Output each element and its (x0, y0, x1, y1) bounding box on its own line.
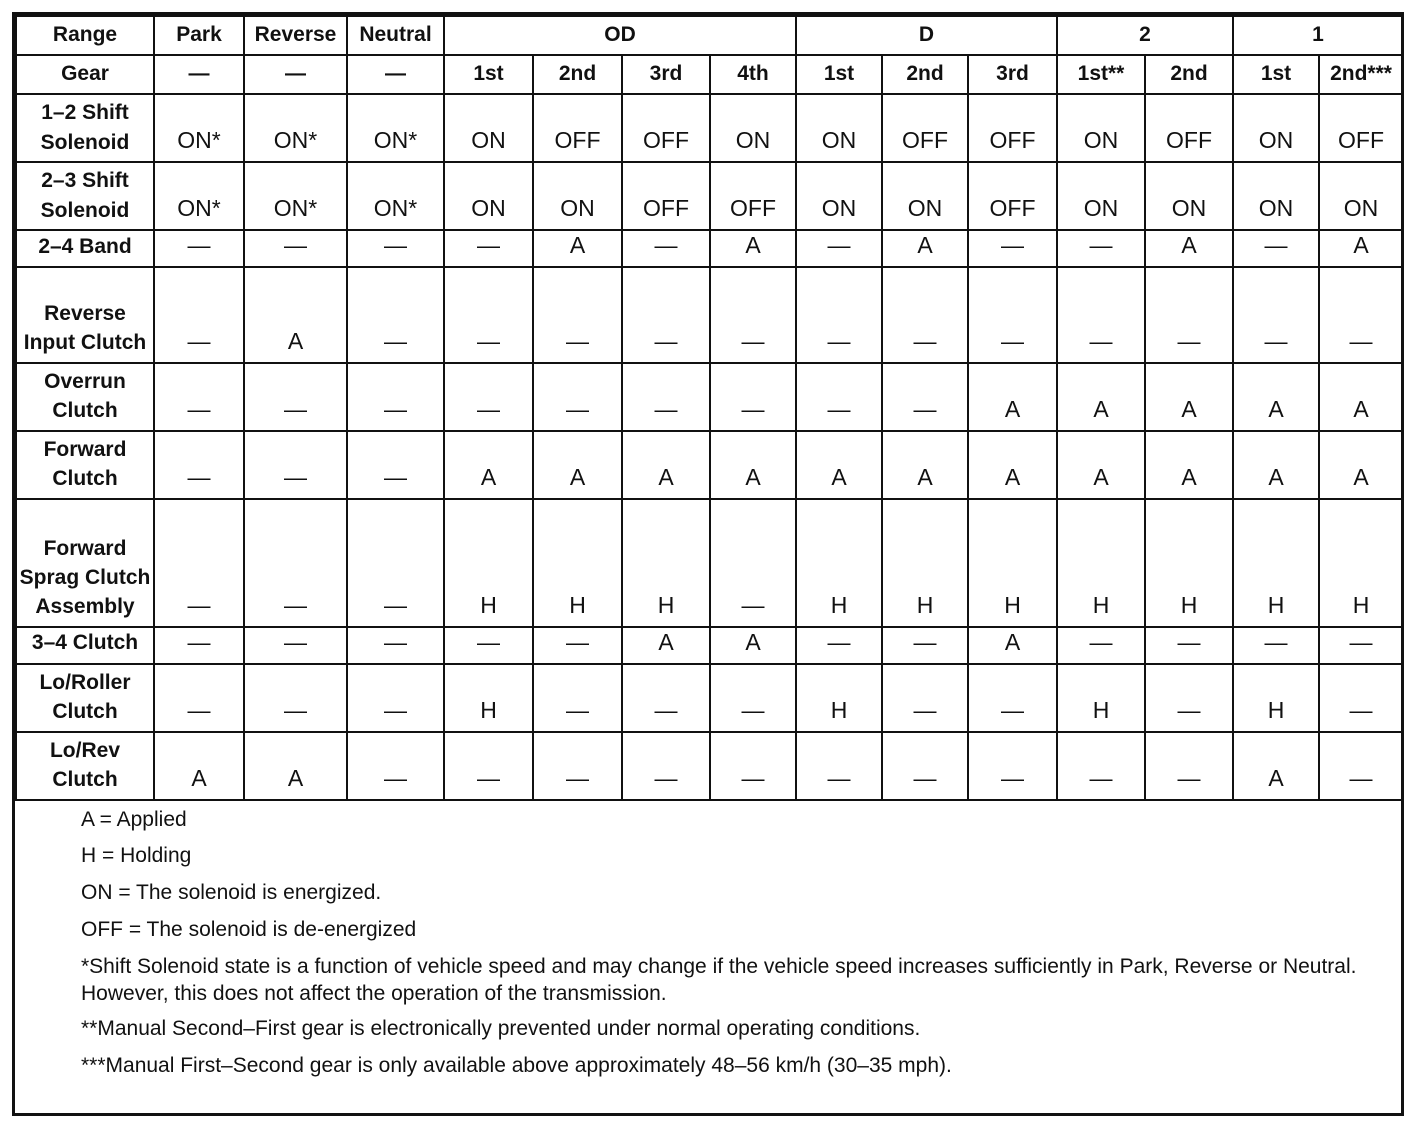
state-cell: — (244, 499, 347, 627)
component-label: 2–4 Band (16, 230, 154, 267)
state-cell: — (882, 267, 968, 363)
state-cell: — (533, 732, 622, 800)
state-cell: A (1057, 431, 1145, 499)
state-cell: ON (1057, 94, 1145, 162)
state-cell: — (622, 363, 710, 431)
state-cell: — (1319, 732, 1403, 800)
state-cell: A (1233, 732, 1319, 800)
state-cell: — (347, 267, 444, 363)
state-cell: — (796, 732, 882, 800)
state-cell: H (1233, 499, 1319, 627)
state-cell: — (1145, 627, 1233, 664)
state-cell: — (1057, 627, 1145, 664)
component-label: Lo/Rev Clutch (16, 732, 154, 800)
state-cell: — (1145, 732, 1233, 800)
range-header-cell: Park (154, 16, 244, 55)
state-cell: A (622, 627, 710, 664)
state-cell: — (710, 664, 796, 732)
state-cell: H (968, 499, 1057, 627)
component-row (16, 664, 1403, 732)
state-cell: ON* (154, 162, 244, 230)
state-cell: A (1145, 230, 1233, 267)
state-cell: — (796, 230, 882, 267)
state-cell: — (533, 363, 622, 431)
state-cell: ON* (244, 94, 347, 162)
state-cell: — (244, 230, 347, 267)
state-cell: — (882, 664, 968, 732)
state-cell: — (882, 363, 968, 431)
state-cell: H (1145, 499, 1233, 627)
state-cell: ON* (244, 162, 347, 230)
state-cell: — (710, 732, 796, 800)
component-label: 3–4 Clutch (16, 627, 154, 664)
component-label: Forward Clutch (16, 431, 154, 499)
state-cell: ON (796, 162, 882, 230)
state-cell: A (968, 431, 1057, 499)
state-cell: — (347, 431, 444, 499)
state-cell: — (968, 230, 1057, 267)
state-cell: OFF (882, 94, 968, 162)
state-cell: — (710, 363, 796, 431)
gear-header-cell: — (347, 55, 444, 94)
state-cell: ON* (347, 94, 444, 162)
state-cell: ON (1233, 94, 1319, 162)
table-body (16, 94, 1403, 800)
state-cell: A (1233, 431, 1319, 499)
component-row (16, 267, 1403, 363)
range-header-cell: 1 (1233, 16, 1403, 55)
state-cell: A (1319, 363, 1403, 431)
state-cell: — (244, 664, 347, 732)
state-cell: A (796, 431, 882, 499)
component-row (16, 499, 1403, 627)
state-cell: — (1233, 267, 1319, 363)
state-cell: — (1057, 230, 1145, 267)
component-label: Overrun Clutch (16, 363, 154, 431)
state-cell: — (622, 230, 710, 267)
state-cell: — (347, 664, 444, 732)
state-cell: — (347, 363, 444, 431)
gear-header-cell: 4th (710, 55, 796, 94)
state-cell: — (533, 664, 622, 732)
state-cell: OFF (1319, 94, 1403, 162)
state-cell: — (968, 732, 1057, 800)
state-cell: — (244, 431, 347, 499)
state-cell: H (1057, 499, 1145, 627)
state-cell: H (1057, 664, 1145, 732)
state-cell: — (622, 267, 710, 363)
component-label: Lo/Roller Clutch (16, 664, 154, 732)
state-cell: A (1057, 363, 1145, 431)
state-cell: — (1145, 267, 1233, 363)
legend-holding: H = Holding (81, 844, 192, 868)
state-cell: — (154, 499, 244, 627)
state-cell: ON (1233, 162, 1319, 230)
range-header-cell: Neutral (347, 16, 444, 55)
state-cell: — (1145, 664, 1233, 732)
state-cell: — (882, 732, 968, 800)
state-cell: ON (710, 94, 796, 162)
state-cell: H (1233, 664, 1319, 732)
state-cell: — (444, 267, 533, 363)
state-cell: — (347, 230, 444, 267)
component-row (16, 363, 1403, 431)
range-header-cell: OD (444, 16, 796, 55)
gear-header-cell: 3rd (968, 55, 1057, 94)
legend-off: OFF = The solenoid is de-energized (81, 918, 417, 942)
clutch-application-chart (12, 12, 1404, 1116)
state-cell: — (154, 627, 244, 664)
state-cell: — (444, 230, 533, 267)
state-cell: A (244, 732, 347, 800)
gear-header-row (16, 55, 1403, 94)
state-cell: — (1319, 267, 1403, 363)
state-cell: — (154, 363, 244, 431)
state-cell: ON (444, 94, 533, 162)
component-label: 1–2 Shift Solenoid (16, 94, 154, 162)
state-cell: A (1145, 431, 1233, 499)
state-cell: — (154, 664, 244, 732)
state-cell: — (347, 627, 444, 664)
state-cell: A (154, 732, 244, 800)
state-cell: OFF (533, 94, 622, 162)
state-cell: — (347, 732, 444, 800)
gear-header-cell: 2nd (533, 55, 622, 94)
state-cell: H (622, 499, 710, 627)
component-row (16, 627, 1403, 664)
gear-header-cell: — (244, 55, 347, 94)
state-cell: ON (882, 162, 968, 230)
state-cell: — (622, 664, 710, 732)
state-cell: H (444, 664, 533, 732)
state-cell: A (710, 230, 796, 267)
state-cell: — (882, 627, 968, 664)
state-cell: — (710, 267, 796, 363)
gear-header-cell: 1st** (1057, 55, 1145, 94)
state-cell: — (244, 627, 347, 664)
component-row (16, 94, 1403, 162)
state-cell: A (1319, 230, 1403, 267)
state-cell: A (710, 627, 796, 664)
state-cell: — (968, 267, 1057, 363)
state-cell: ON (1145, 162, 1233, 230)
range-header-cell: 2 (1057, 16, 1233, 55)
state-cell: ON* (347, 162, 444, 230)
state-cell: — (533, 627, 622, 664)
state-cell: — (1233, 230, 1319, 267)
application-table (15, 15, 1404, 801)
state-cell: — (1233, 627, 1319, 664)
component-label: 2–3 Shift Solenoid (16, 162, 154, 230)
state-cell: ON (796, 94, 882, 162)
state-cell: — (1319, 664, 1403, 732)
state-cell: — (622, 732, 710, 800)
state-cell: A (1233, 363, 1319, 431)
state-cell: — (444, 627, 533, 664)
state-cell: A (533, 431, 622, 499)
state-cell: — (347, 499, 444, 627)
state-cell: — (1057, 732, 1145, 800)
range-header-cell: D (796, 16, 1057, 55)
component-row (16, 230, 1403, 267)
state-cell: OFF (710, 162, 796, 230)
gear-header-cell: 1st (1233, 55, 1319, 94)
state-cell: — (154, 267, 244, 363)
component-row (16, 162, 1403, 230)
gear-header-cell: 1st (444, 55, 533, 94)
state-cell: A (1145, 363, 1233, 431)
state-cell: — (710, 499, 796, 627)
state-cell: — (444, 363, 533, 431)
state-cell: ON (1057, 162, 1145, 230)
state-cell: — (444, 732, 533, 800)
state-cell: — (154, 431, 244, 499)
state-cell: A (444, 431, 533, 499)
state-cell: OFF (968, 162, 1057, 230)
gear-header-cell: 3rd (622, 55, 710, 94)
legend (15, 801, 1401, 1080)
state-cell: OFF (1145, 94, 1233, 162)
state-cell: A (710, 431, 796, 499)
state-cell: H (882, 499, 968, 627)
state-cell: ON (533, 162, 622, 230)
gear-header-cell: 2nd*** (1319, 55, 1403, 94)
state-cell: — (154, 230, 244, 267)
state-cell: — (968, 664, 1057, 732)
component-row (16, 732, 1403, 800)
state-cell: H (796, 664, 882, 732)
state-cell: OFF (968, 94, 1057, 162)
component-row (16, 431, 1403, 499)
state-cell: — (533, 267, 622, 363)
state-cell: A (1319, 431, 1403, 499)
state-cell: — (1319, 627, 1403, 664)
gear-header-label: Gear (16, 55, 154, 94)
state-cell: ON (444, 162, 533, 230)
state-cell: A (533, 230, 622, 267)
state-cell: H (796, 499, 882, 627)
state-cell: A (968, 627, 1057, 664)
gear-header-cell: — (154, 55, 244, 94)
range-header-label: Range (16, 16, 154, 55)
state-cell: — (244, 363, 347, 431)
state-cell: A (244, 267, 347, 363)
legend-applied: A = Applied (81, 807, 187, 831)
state-cell: — (1057, 267, 1145, 363)
state-cell: A (968, 363, 1057, 431)
footnote-triple-asterisk: ***Manual First–Second gear is only available above approximately 48–56 km/h (30–35 mph). (81, 1053, 952, 1077)
state-cell: H (533, 499, 622, 627)
gear-header-cell: 2nd (1145, 55, 1233, 94)
state-cell: A (622, 431, 710, 499)
gear-header-cell: 1st (796, 55, 882, 94)
component-label: Forward Sprag Clutch Assembly (16, 499, 154, 627)
range-header-cell: Reverse (244, 16, 347, 55)
state-cell: ON (1319, 162, 1403, 230)
state-cell: — (796, 363, 882, 431)
state-cell: H (1319, 499, 1403, 627)
footnote-single-asterisk: *Shift Solenoid state is a function of vehicle speed and may change if the vehicle speed increases sufficiently in Park, Reverse or Neutral. However, this does not affect the operation of the transmission. (81, 955, 1357, 1005)
state-cell: A (882, 431, 968, 499)
state-cell: H (444, 499, 533, 627)
state-cell: ON* (154, 94, 244, 162)
range-header-row (16, 16, 1403, 55)
gear-header-cell: 2nd (882, 55, 968, 94)
legend-on: ON = The solenoid is energized. (81, 881, 382, 905)
state-cell: — (796, 627, 882, 664)
footnote-double-asterisk: **Manual Second–First gear is electronically prevented under normal operating conditions. (81, 1016, 921, 1040)
state-cell: OFF (622, 94, 710, 162)
state-cell: A (882, 230, 968, 267)
component-label: Reverse Input Clutch (16, 267, 154, 363)
state-cell: — (796, 267, 882, 363)
state-cell: OFF (622, 162, 710, 230)
